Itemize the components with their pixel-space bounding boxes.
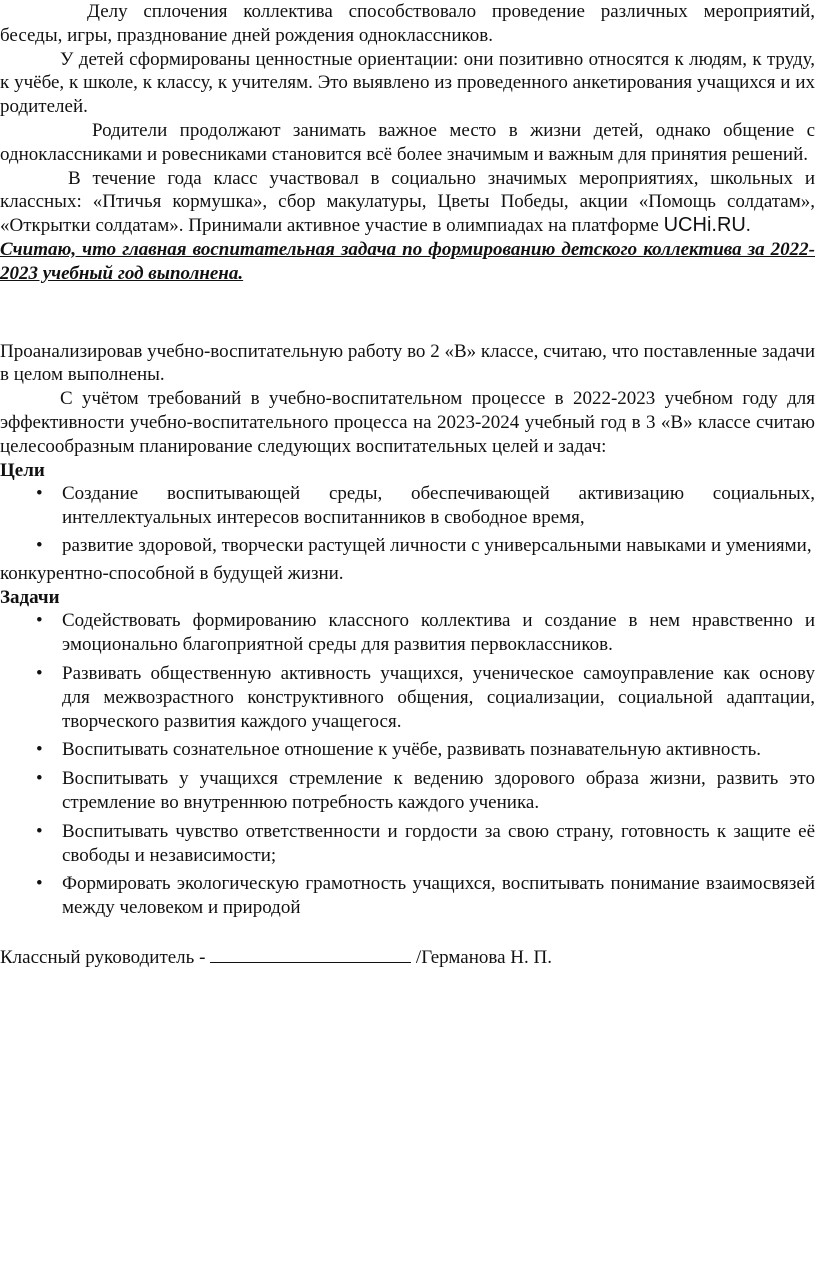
list-item bbox=[0, 767, 815, 815]
conclusion-statement: Считаю, что главная воспитательная задача по формированию детского коллектива за 2022-2023 учебный год выполнена. bbox=[0, 238, 815, 284]
paragraph-planning: С учётом требований в учебно-воспитательном процессе в 2022-2023 учебном году для эффективности учебно-воспитательного процесса на 2023-2024 учебный год в 3 «В» классе считаю целесообразным планирование следующих воспитательных целей и задач: bbox=[0, 388, 815, 457]
bullet-icon: • bbox=[36, 739, 43, 761]
paragraph-parents: Родители продолжают занимать важное место в жизни детей, однако общение с одноклассниками и ровесниками становится всё более значимым и важным для принятия решений. bbox=[0, 119, 815, 165]
tasks-list bbox=[0, 609, 815, 920]
spacer bbox=[0, 286, 815, 340]
teacher-name: /Германова Н. П. bbox=[411, 946, 552, 968]
bullet-icon: • bbox=[36, 820, 43, 842]
signature-blank bbox=[210, 945, 411, 963]
list-item bbox=[0, 609, 815, 657]
paragraph-activities bbox=[0, 167, 815, 238]
goal-text: развитие здоровой, творчески растущей личности с универсальными навыками и умениями, bbox=[62, 534, 812, 556]
signature-label: Классный руководитель - bbox=[0, 946, 211, 968]
task-text: Содействовать формированию классного коллектива и создание в нем нравственно и эмоционально благоприятной среды для развития первоклассников. bbox=[62, 610, 815, 656]
signature-line bbox=[0, 945, 815, 970]
activities-text: В течение года класс участвовал в социально значимых мероприятиях, школьных и классных: «Птичья кормушка», сбор макулатуры, Цветы Победы, акции «Помощь солдатам», «Открытки солдатам». Принимали активное участие в олимпиадах на платформе bbox=[0, 167, 815, 237]
activities-end: . bbox=[745, 215, 751, 237]
platform-name: UCHi.RU bbox=[663, 214, 746, 237]
list-item bbox=[0, 820, 815, 868]
paragraph-analysis: Проанализировав учебно-воспитательную работу во 2 «В» классе, считаю, что поставленные задачи в целом выполнены. bbox=[0, 340, 815, 386]
list-item bbox=[0, 738, 815, 762]
list-item bbox=[0, 662, 815, 733]
bullet-icon: • bbox=[36, 873, 43, 895]
bullet-icon: • bbox=[36, 662, 43, 684]
list-item bbox=[0, 482, 815, 530]
list-item bbox=[0, 872, 815, 920]
list-item bbox=[0, 534, 815, 558]
task-text: Развивать общественную активность учащихся, ученическое самоуправление как основу для межвозрастного конструктивного общения, социализации, социальной адаптации, творческого развития каждого учащегося. bbox=[62, 662, 815, 732]
task-text: Воспитывать сознательное отношение к учёбе, развивать познавательную активность. bbox=[62, 739, 762, 761]
bullet-icon: • bbox=[36, 483, 43, 505]
paragraph-events: Делу сплочения коллектива способствовало проведение различных мероприятий, беседы, игры, празднование дней рождения одноклассников. bbox=[0, 1, 815, 46]
goals-heading: Цели bbox=[0, 459, 45, 481]
task-text: Формировать экологическую грамотность учащихся, воспитывать понимание взаимосвязей между человеком и природой bbox=[62, 873, 815, 919]
paragraph-values: У детей сформированы ценностные ориентации: они позитивно относятся к людям, к труду, к учёбе, к школе, к классу, к учителям. Это выявлено из проведенного анкетирования учащихся и их родителей. bbox=[0, 48, 815, 118]
goals-list bbox=[0, 482, 815, 557]
task-text: Воспитывать чувство ответственности и гордости за свою страну, готовность к защите её свободы и независимости; bbox=[62, 820, 815, 866]
bullet-icon: • bbox=[36, 768, 43, 790]
tasks-heading: Задачи bbox=[0, 586, 60, 608]
goal-text: Создание воспитывающей среды, обеспечивающей активизацию социальных, интеллектуальных интересов воспитанников в свободное время, bbox=[62, 483, 815, 529]
bullet-icon: • bbox=[36, 610, 43, 632]
goals-tail: конкурентно-способной в будущей жизни. bbox=[0, 562, 344, 584]
bullet-icon: • bbox=[36, 534, 43, 556]
task-text: Воспитывать у учащихся стремление к ведению здорового образа жизни, развить это стремление во внутреннюю потребность каждого ученика. bbox=[62, 768, 815, 813]
